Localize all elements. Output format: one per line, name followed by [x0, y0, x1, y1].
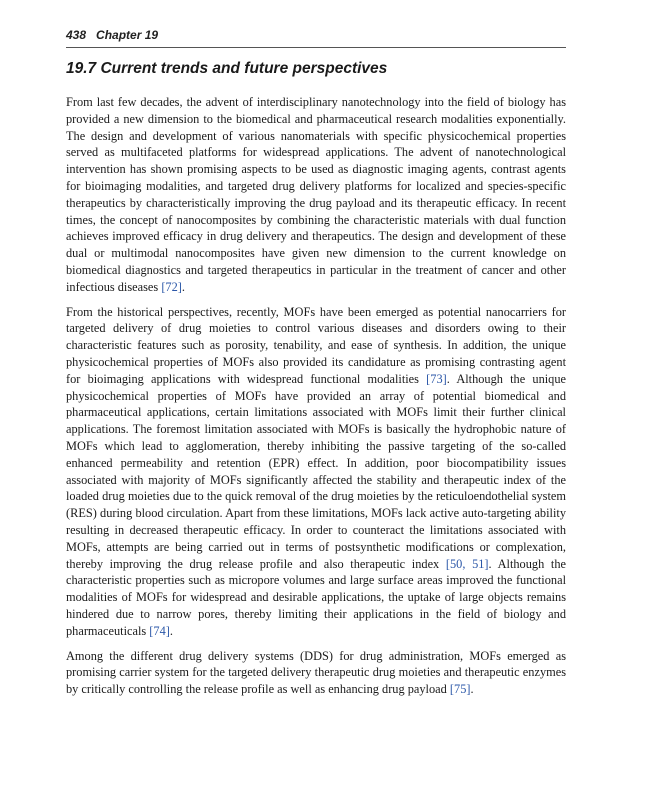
- citation-link[interactable]: [73]: [426, 371, 447, 386]
- citation-link[interactable]: [50, 51]: [445, 556, 489, 571]
- section-title: 19.7 Current trends and future perspectives: [66, 60, 388, 77]
- paragraph-2: From the historical perspectives, recently, MOFs have been emerged as potential nanocarriers for targeted delivery of drug moieties to control various diseases and disorders owing to their characteristic features such as porosity, tenability, and ease of synthesis. In addition, the unique physicochemical properties of MOFs also provided its candidature as promising contrasting agent for bioimaging applications with widespread functional modalities [73]. Although the unique physicochemical properties of MOFs have provided an array of potential biomedical and pharmaceutical applications, certain limitations associated with MOFs limit their further clinical applications. The foremost limitation associated with MOFs is basically the hydrophobic nature of MOFs which lead to agglomeration, thereby inhibiting the passive targeting of the so-called enhanced permeability and retention (EPR) effect. In addition, poor biocompatibility issues associated with majority of MOFs significantly affected the stability and therapeutic index of the loaded drug moieties due to the quick removal of the drug moieties by the reticuloendothelial system (RES) during blood circulation. Apart from these limitations, MOFs lack active auto-targeting ability resulting in decreased therapeutic efficacy. In order to counteract the limitations associated with MOFs, attempts are being carried out in terms of postsynthetic modifications or complexation, thereby improving the drug release profile and also therapeutic index [50, 51]. Although the characteristic properties such as micropore volumes and large surface areas improved the functional modalities of MOFs for widespread and desirable applications, the uptake of large objects remains hindered due to narrow pores, thereby limiting their applications in the field of biology and pharmaceuticals [74].: [66, 304, 566, 638]
- paragraph-text: . Although the characteristic properties such as micropore volumes and large surface areas improved the functional modalities of MOFs for widespread and desirable applications, the uptake of large objects remains hindered due to narrow pores, thereby limiting their applications in the field of biology and pharmaceuticals: [66, 556, 566, 638]
- page-number: 438: [66, 28, 87, 42]
- paragraph-text: . Although the unique physicochemical properties of MOFs have provided an array of potential biomedical and pharmaceutical applications, certain limitations associated with MOFs limit their further clinical applications. The foremost limitation associated with MOFs is basically the hydrophobic nature of MOFs which lead to agglomeration, thereby inhibiting the passive targeting of the so-called enhanced permeability and retention (EPR) effect. In addition, poor biocompatibility issues associated with majority of MOFs significantly affected the stability and therapeutic index of the loaded drug moieties due to the quick removal of the drug moieties by the reticuloendothelial system (RES) during blood circulation. Apart from these limitations, MOFs lack active auto-targeting ability resulting in decreased therapeutic efficacy. In order to counteract the limitations associated with MOFs, attempts are being carried out in terms of postsynthetic modifications or complexation, thereby improving the drug release profile and also therapeutic index: [66, 371, 566, 571]
- citation-link[interactable]: [75]: [449, 682, 471, 697]
- paragraph-1: From last few decades, the advent of interdisciplinary nanotechnology into the field of biology has provided a new dimension to the biomedical and pharmaceutical research modalities exponentially. The design and development of various nanomaterials with specific physicochemical properties served as multifaceted platforms for widespread applications. The advent of nanotechnological intervention has shown promising aspects to be used as diagnostic imaging agents, contrast agents for bioimaging modalities, and targeted drug delivery platforms for localized and species-specific therapeutics by characteristically improving the drug payload and its therapeutic efficacy. In recent times, the concept of nanocomposites by combining the characteristic materials with dual function achieves improved efficacy in drug delivery and therapeutics. The design and development of these dual or multimodal nanocomposites have given new dimension to the current knowledge on biomedical diagnostics and targeted therapeutics in particular in the treatment of cancer and other infectious diseases [72].: [66, 95, 566, 294]
- citation-link[interactable]: [74]: [149, 623, 170, 638]
- paragraph-text: From the historical perspectives, recently, MOFs have been emerged as potential nanocarriers for targeted delivery of drug moieties to control various diseases and disorders owing to their characteristic features such as porosity, tenability, and ease of synthesis. In addition, the unique physicochemical properties of MOFs also provided its candidature as promising contrasting agent for bioimaging applications with widespread functional modalities: [66, 304, 566, 386]
- paragraph-text: Among the different drug delivery systems (DDS) for drug administration, MOFs emerged as promising carrier system for the targeted delivery therapeutic drug moieties and therapeutic enzymes by critically controlling the release profile as well as enhancing drug payload: [66, 648, 566, 697]
- paragraph-3: Among the different drug delivery systems (DDS) for drug administration, MOFs emerged as promising carrier system for the targeted delivery therapeutic drug moieties and therapeutic enzymes by critically controlling the release profile as well as enhancing drug payload [75].: [66, 648, 566, 697]
- page: [66, 28, 566, 706]
- running-head: [66, 28, 566, 48]
- paragraph-text: From last few decades, the advent of interdisciplinary nanotechnology into the field of biology has provided a new dimension to the biomedical and pharmaceutical research modalities exponentially. The design and development of various nanomaterials with specific physicochemical properties served as multifaceted platforms for widespread applications. The advent of nanotechnological intervention has shown promising aspects to be used as diagnostic imaging agents, contrast agents for bioimaging modalities, and targeted drug delivery platforms for localized and species-specific therapeutics by characteristically improving the drug payload and its therapeutic efficacy. In recent times, the concept of nanocomposites by combining the characteristic materials with dual function achieves improved efficacy in drug delivery and therapeutics. The design and development of these dual or multimodal nanocomposites have given new dimension to the current knowledge on biomedical diagnostics and targeted therapeutics in particular in the treatment of cancer and other infectious diseases: [66, 95, 566, 294]
- citation-link[interactable]: [72]: [161, 279, 182, 294]
- chapter-label: Chapter 19: [96, 28, 159, 42]
